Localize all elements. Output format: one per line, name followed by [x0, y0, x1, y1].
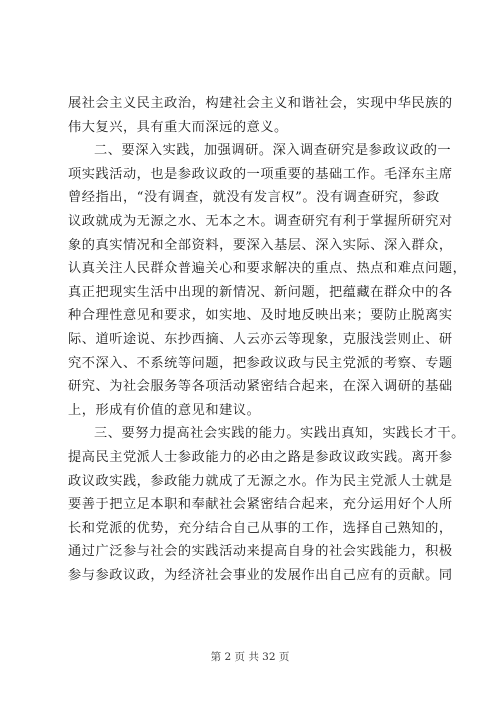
text-line: 究不深入、不系统等问题，把参政议政与民主党派的考察、专题	[68, 355, 453, 371]
text-line: 研究、为社会服务等各项活动紧密结合起来，在深入调研的基础	[68, 379, 453, 395]
text-line: 提高民主党派人士参政能力的必由之路是参政议政实践。离开参	[68, 449, 453, 465]
text-line: 参与参政议政，为经济社会事业的发展作出自己应有的贡献。同	[68, 567, 453, 583]
text-line: 展社会主义民主政治，构建社会主义和谐社会，实现中华民族的	[68, 96, 453, 111]
text-line: 伟大复兴，具有重大而深远的意义。	[68, 119, 288, 135]
text-line: 种合理性意见和要求，如实地、及时地反映出来；要防止脱离实	[68, 308, 453, 324]
text-line: 要善于把立足本职和奉献社会紧密结合起来，充分运用好个人所	[68, 497, 453, 513]
page-number-label: 第 2 页 共 32 页	[210, 651, 290, 663]
text-line: 象的真实情况和全部资料，要深入基层、深入实际、深入群众，	[68, 237, 453, 253]
body-text	[68, 92, 467, 587]
paragraph-start-line: 二、要深入实践，加强调研。深入调查研究是参政议政的一	[94, 143, 452, 159]
text-line: 议政就成为无源之水、无本之木。调查研究有利于掌握所研究对	[68, 213, 453, 229]
text-line: 际、道听途说、东抄西摘、人云亦云等现象，克服浅尝则止、研	[68, 331, 453, 347]
text-line: 上，形成有价值的意见和建议。	[68, 402, 261, 418]
text-line: 通过广泛参与社会的实践活动来提高自身的社会实践能力，积极	[68, 544, 453, 560]
page-footer	[0, 649, 500, 664]
text-line: 曾经指出，“没有调查，就没有发言权”。没有调查研究，参政	[68, 190, 440, 206]
paragraph-start-line: 三、要努力提高社会实践的能力。实践出真知，实践长才干。	[94, 426, 465, 442]
text-line: 真正把现实生活中出现的新情况、新问题，把蕴藏在群众中的各	[68, 284, 453, 300]
text-line: 项实践活动，也是参政议政的一项重要的基础工作。毛泽东主席	[68, 166, 453, 182]
text-line: 长和党派的优势，充分结合自己从事的工作，选择自己熟知的，	[68, 520, 453, 536]
text-line: 政议政实践，参政能力就成了无源之水。作为民主党派人士就是	[68, 473, 453, 489]
text-line: 认真关注人民群众普遍关心和要求解决的重点、热点和难点问题，	[68, 261, 467, 277]
